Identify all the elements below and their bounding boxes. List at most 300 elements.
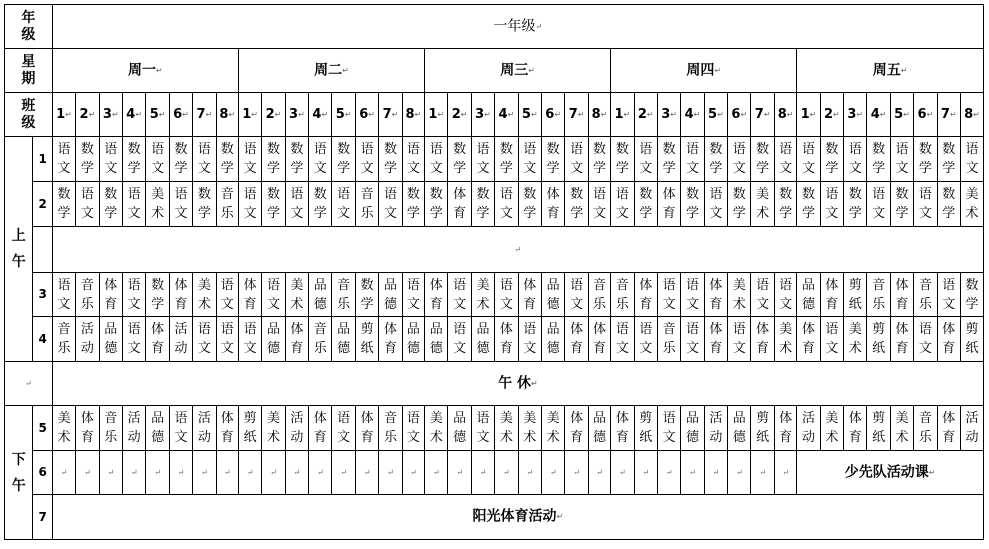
empty-cell [588, 451, 610, 495]
class-number [122, 93, 145, 137]
timetable-sheet [4, 4, 984, 540]
paragraph-mark-icon: ↵ [717, 110, 724, 119]
subject-cell [704, 406, 727, 451]
subject-text: 数学 [756, 142, 770, 176]
subject-text: 体育 [825, 277, 839, 312]
subject-cell [471, 317, 494, 362]
class-number-text: 1 [242, 107, 252, 122]
subject-cell [99, 273, 122, 317]
subject-cell [285, 406, 308, 451]
paragraph-mark-icon: ↵ [251, 110, 258, 119]
subject-text: 美术 [523, 411, 537, 445]
subject-text: 语文 [243, 322, 257, 356]
subject-cell [541, 182, 564, 227]
subject-text: 剪纸 [639, 411, 653, 445]
subject-text: 剪纸 [872, 411, 886, 445]
subject-text: 数学 [942, 187, 956, 221]
subject-text: 体育 [895, 322, 909, 356]
timetable [4, 4, 984, 540]
subject-text: 语文 [662, 411, 676, 445]
subject-text: 语文 [406, 277, 420, 312]
paragraph-mark-icon: ↵ [665, 468, 673, 477]
subject-text: 语文 [453, 277, 467, 312]
subject-text: 数学 [127, 142, 141, 176]
subject-text: 活动 [174, 322, 188, 356]
paragraph-mark-icon: ↵ [60, 468, 68, 477]
period-number-text: 3 [38, 287, 47, 301]
subject-text: 数学 [848, 187, 862, 221]
subject-cell [285, 317, 308, 362]
subject-cell [379, 137, 402, 182]
subject-cell [146, 137, 169, 182]
empty-cell [99, 451, 122, 495]
subject-text: 美术 [825, 411, 839, 445]
subject-cell [820, 182, 843, 227]
class-number-text: 7 [196, 107, 206, 122]
subject-cell [309, 406, 332, 451]
subject-text: 美术 [151, 187, 165, 221]
subject-cell [169, 182, 192, 227]
subject-text: 语文 [220, 322, 234, 356]
subject-cell [355, 406, 378, 451]
subject-text: 语文 [779, 142, 793, 176]
subject-text: 美术 [732, 277, 746, 312]
class-number-text: 5 [149, 107, 159, 122]
subject-cell [76, 273, 99, 317]
subject-cell [495, 317, 518, 362]
subject-text: 数学 [57, 187, 71, 221]
paragraph-mark-icon: ↵ [759, 468, 767, 477]
subject-cell [379, 406, 402, 451]
subject-cell [774, 273, 796, 317]
empty-cell [355, 451, 378, 495]
subject-text: 语文 [243, 187, 257, 221]
empty-cell [471, 451, 494, 495]
subject-text: 体育 [290, 322, 304, 356]
class-number [611, 93, 634, 137]
empty-cell [169, 451, 192, 495]
subject-text: 美术 [499, 411, 513, 445]
subject-cell [937, 406, 960, 451]
subject-text: 剪纸 [756, 411, 770, 445]
paragraph-mark-icon: ↵ [479, 468, 487, 477]
class-number [774, 93, 796, 137]
paragraph-mark-icon: ↵ [623, 110, 631, 119]
subject-cell [820, 317, 843, 362]
weekday-label: 星期 [21, 53, 36, 87]
subject-cell [588, 137, 610, 182]
paragraph-mark-icon: ↵ [298, 110, 305, 119]
subject-cell [634, 137, 657, 182]
subject-cell [471, 273, 494, 317]
subject-text: 活动 [709, 411, 723, 445]
class-number-text: 6 [545, 107, 555, 122]
class-number-text: 5 [708, 107, 718, 122]
subject-text: 音乐 [360, 187, 374, 221]
class-number-text: 1 [428, 107, 438, 122]
paragraph-mark-icon: ↵ [391, 110, 399, 119]
day-header [238, 49, 424, 93]
subject-cell [238, 406, 261, 451]
subject-cell [681, 317, 704, 362]
paragraph-mark-icon: ↵ [833, 110, 840, 119]
subject-cell [448, 182, 471, 227]
subject-text: 活动 [127, 411, 141, 445]
subject-cell [937, 182, 960, 227]
subject-cell [588, 317, 610, 362]
class-number-text: 1 [56, 107, 66, 122]
period-number [33, 273, 52, 317]
subject-cell [657, 273, 680, 317]
sunshine-sports-cell [52, 495, 983, 540]
subject-cell [611, 273, 634, 317]
paragraph-mark-icon: ↵ [182, 110, 189, 119]
subject-cell [681, 137, 704, 182]
subject-cell [425, 137, 448, 182]
subject-cell [937, 137, 960, 182]
subject-text: 品德 [104, 322, 118, 356]
subject-text: 语文 [151, 142, 165, 176]
subject-text: 语文 [523, 142, 537, 176]
class-number-text: 7 [568, 107, 578, 122]
class-number [867, 93, 890, 137]
period-number [33, 451, 52, 495]
class-number [169, 93, 192, 137]
paragraph-mark-icon: ↵ [549, 468, 557, 477]
subject-text: 数学 [104, 187, 118, 221]
subject-cell [193, 317, 216, 362]
break-cell [52, 227, 983, 273]
subject-cell [960, 137, 983, 182]
lunch-cell [52, 362, 983, 406]
subject-text: 品德 [151, 411, 165, 445]
subject-text: 体育 [779, 411, 793, 445]
subject-text: 体育 [313, 411, 327, 445]
subject-cell [518, 406, 541, 451]
subject-cell [448, 406, 471, 451]
subject-cell [379, 273, 402, 317]
subject-text: 语文 [127, 277, 141, 312]
subject-text: 音乐 [337, 277, 351, 312]
subject-text: 数学 [151, 277, 165, 312]
period-number-text: 4 [38, 331, 47, 346]
paragraph-mark-icon: ↵ [714, 65, 722, 75]
subject-cell [890, 182, 913, 227]
subject-text: 数学 [360, 277, 374, 312]
subject-text: 数学 [965, 277, 979, 312]
subject-text: 数学 [546, 142, 560, 176]
subject-text: 语文 [220, 277, 234, 312]
morning-label: 上午 [11, 228, 26, 270]
subject-text: 语文 [639, 142, 653, 176]
subject-text: 语文 [80, 187, 94, 221]
class-number-text: 8 [591, 107, 601, 122]
subject-text: 音乐 [918, 277, 932, 312]
sunshine-sports-text: 阳光体育活动 [472, 508, 557, 525]
subject-text: 语文 [895, 142, 909, 176]
class-number-text: 3 [661, 107, 671, 122]
grade-cell [52, 5, 983, 49]
class-number-text: 3 [102, 107, 112, 122]
empty-cell [193, 451, 216, 495]
subject-text: 语文 [801, 142, 815, 176]
period-number [33, 317, 52, 362]
subject-text: 语文 [615, 187, 629, 221]
subject-text: 体育 [756, 322, 770, 356]
paragraph-mark-icon: ↵ [507, 110, 515, 119]
paragraph-mark-icon: ↵ [437, 110, 445, 119]
paragraph-mark-icon: ↵ [596, 468, 603, 477]
class-number [634, 93, 657, 137]
class-number [355, 93, 378, 137]
class-number-text: 8 [219, 107, 229, 122]
paragraph-mark-icon: ↵ [646, 110, 654, 119]
class-row [5, 93, 984, 137]
subject-cell [238, 182, 261, 227]
subject-cell [332, 406, 355, 451]
young-pioneers-text: 少先队活动课 [844, 464, 929, 481]
subject-text: 品德 [686, 411, 700, 445]
day-name: 周一 [128, 62, 157, 79]
class-number [588, 93, 610, 137]
subject-cell [52, 182, 75, 227]
paragraph-mark-icon: ↵ [246, 468, 254, 477]
class-number [379, 93, 402, 137]
subject-text: 数学 [476, 187, 490, 221]
paragraph-mark-icon: ↵ [856, 110, 864, 119]
paragraph-mark-icon: ↵ [156, 65, 163, 75]
subject-text: 品德 [429, 322, 443, 356]
subject-cell [681, 273, 704, 317]
class-number [565, 93, 588, 137]
subject-text: 语文 [732, 322, 746, 356]
subject-cell [890, 406, 913, 451]
subject-cell [565, 182, 588, 227]
period-row-p5 [5, 406, 984, 451]
subject-cell [122, 182, 145, 227]
paragraph-mark-icon: ↵ [456, 468, 463, 477]
subject-text: 体育 [383, 322, 397, 356]
subject-cell [657, 137, 680, 182]
subject-text: 数学 [337, 142, 351, 176]
subject-cell [914, 406, 937, 451]
subject-text: 体育 [151, 322, 165, 356]
subject-cell [541, 273, 564, 317]
subject-cell [541, 137, 564, 182]
lunch-break-text: 午 休 [498, 375, 531, 392]
subject-cell [588, 273, 610, 317]
empty-cell [657, 451, 680, 495]
subject-cell [216, 182, 238, 227]
subject-cell [122, 137, 145, 182]
period-number-text: 6 [38, 465, 47, 479]
paragraph-mark-icon: ↵ [573, 468, 580, 477]
class-number [76, 93, 99, 137]
subject-cell [565, 317, 588, 362]
empty-cell [728, 451, 751, 495]
subject-cell [238, 317, 261, 362]
class-number-text: 2 [79, 107, 89, 122]
subject-cell [867, 273, 890, 317]
class-number-text: 8 [964, 107, 974, 122]
subject-cell [890, 137, 913, 182]
subject-cell [402, 406, 424, 451]
subject-cell [611, 317, 634, 362]
class-number-text: 2 [265, 107, 275, 122]
paragraph-mark-icon: ↵ [25, 379, 32, 388]
subject-text: 语文 [686, 142, 700, 176]
subject-cell [238, 273, 261, 317]
subject-cell [890, 273, 913, 317]
subject-text: 数学 [662, 142, 676, 176]
class-number [262, 93, 285, 137]
subject-text: 语文 [756, 277, 770, 312]
class-number [495, 93, 518, 137]
paragraph-mark-icon: ↵ [368, 110, 375, 119]
paragraph-mark-icon: ↵ [530, 110, 538, 119]
class-number [448, 93, 471, 137]
paragraph-mark-icon: ↵ [344, 110, 352, 119]
class-number-text: 2 [637, 107, 647, 122]
subject-text: 音乐 [918, 411, 932, 445]
subject-text: 语文 [406, 142, 420, 176]
subject-cell [216, 137, 238, 182]
subject-text: 语文 [848, 142, 862, 176]
subject-text: 语文 [686, 322, 700, 356]
subject-text: 语文 [523, 322, 537, 356]
subject-cell [634, 317, 657, 362]
subject-cell [728, 137, 751, 182]
subject-cell [238, 137, 261, 182]
subject-cell [914, 317, 937, 362]
class-number [681, 93, 704, 137]
paragraph-mark-icon: ↵ [177, 468, 185, 477]
subject-cell [565, 273, 588, 317]
subject-cell [634, 406, 657, 451]
subject-cell [309, 137, 332, 182]
class-number [890, 93, 913, 137]
subject-text: 语文 [825, 187, 839, 221]
subject-cell [169, 317, 192, 362]
subject-cell [146, 273, 169, 317]
subject-text: 数学 [523, 187, 537, 221]
subject-cell [774, 137, 796, 182]
subject-text: 体育 [174, 277, 188, 312]
day-name: 周五 [872, 62, 901, 79]
paragraph-mark-icon: ↵ [111, 110, 119, 119]
paragraph-mark-icon: ↵ [670, 110, 677, 119]
subject-cell [704, 273, 727, 317]
subject-cell [402, 137, 424, 182]
subject-cell [146, 406, 169, 451]
subject-cell [960, 182, 983, 227]
subject-text: 数学 [615, 142, 629, 176]
subject-cell [797, 137, 820, 182]
subject-cell [193, 273, 216, 317]
period-row-p1 [5, 137, 984, 182]
day-header [52, 49, 238, 93]
paragraph-mark-icon: ↵ [316, 468, 324, 477]
class-number-text: 1 [614, 107, 624, 122]
paragraph-mark-icon: ↵ [693, 110, 701, 119]
subject-cell [867, 182, 890, 227]
subject-text: 数学 [942, 142, 956, 176]
empty-cell [495, 451, 518, 495]
subject-text: 体育 [523, 277, 537, 312]
paragraph-mark-icon: ↵ [409, 468, 417, 477]
paragraph-mark-icon: ↵ [926, 110, 934, 119]
subject-cell [76, 182, 99, 227]
subject-cell [495, 137, 518, 182]
paragraph-mark-icon: ↵ [321, 110, 329, 119]
subject-cell [122, 317, 145, 362]
subject-text: 音乐 [662, 322, 676, 356]
subject-text: 语文 [174, 187, 188, 221]
class-number-text: 5 [521, 107, 531, 122]
class-number-text: 3 [847, 107, 857, 122]
subject-cell [681, 406, 704, 451]
subject-text: 数学 [686, 187, 700, 221]
period-row-p3 [5, 273, 984, 317]
subject-cell [122, 273, 145, 317]
subject-cell [448, 137, 471, 182]
class-number-text: 4 [870, 107, 880, 122]
subject-cell [867, 406, 890, 451]
empty-cell [611, 451, 634, 495]
subject-text: 数学 [429, 187, 443, 221]
paragraph-mark-icon: ↵ [577, 110, 585, 119]
subject-cell [797, 317, 820, 362]
paragraph-mark-icon: ↵ [84, 468, 91, 477]
subject-cell [355, 137, 378, 182]
subject-cell [262, 182, 285, 227]
subject-cell [728, 273, 751, 317]
subject-text: 语文 [499, 277, 513, 312]
subject-text: 语文 [779, 277, 793, 312]
subject-cell [681, 182, 704, 227]
subject-cell [588, 182, 610, 227]
class-number-text: 3 [475, 107, 485, 122]
subject-cell [169, 273, 192, 317]
class-number [99, 93, 122, 137]
subject-cell [425, 317, 448, 362]
grade-label-cell [5, 5, 53, 49]
subject-cell [541, 406, 564, 451]
subject-cell [657, 406, 680, 451]
subject-cell [960, 406, 983, 451]
subject-text: 语文 [57, 142, 71, 176]
empty-cell [425, 451, 448, 495]
paragraph-mark-icon: ↵ [228, 110, 236, 119]
paragraph-mark-icon: ↵ [809, 110, 817, 119]
subject-cell [937, 273, 960, 317]
paragraph-mark-icon: ↵ [879, 110, 887, 119]
empty-cell [285, 451, 308, 495]
subject-text: 语文 [615, 322, 629, 356]
afternoon-label: 下午 [11, 451, 26, 494]
subject-cell [216, 273, 238, 317]
paragraph-mark-icon: ↵ [928, 467, 936, 477]
subject-text: 语文 [918, 322, 932, 356]
paragraph-mark-icon: ↵ [158, 110, 166, 119]
period-number [33, 495, 52, 540]
subject-cell [262, 406, 285, 451]
subject-text: 品德 [383, 277, 397, 312]
subject-cell [332, 182, 355, 227]
subject-text: 体育 [499, 322, 513, 356]
paragraph-mark-icon: ↵ [900, 65, 908, 75]
paragraph-mark-icon: ↵ [432, 468, 440, 477]
